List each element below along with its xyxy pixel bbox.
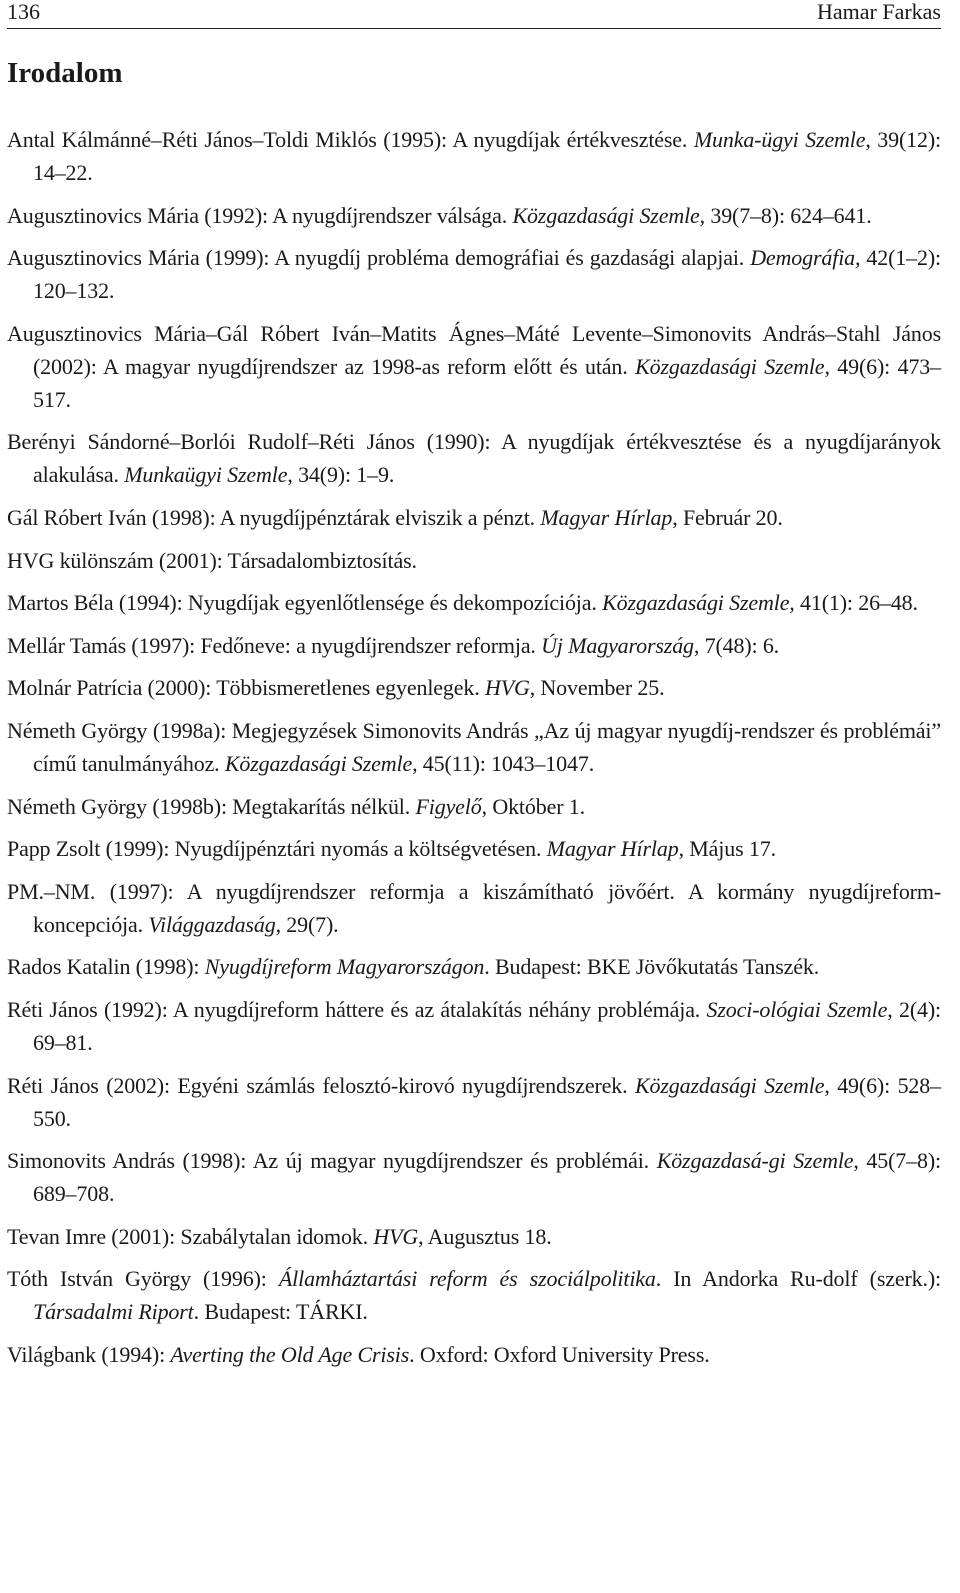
reference-entry [7,1144,941,1210]
reference-text: Tevan Imre (2001): Szabálytalan idomok. [7,1223,374,1249]
reference-source: Államháztartási reform és szociálpolitika [278,1266,656,1292]
reference-entry [7,993,941,1059]
reference-text: 39(7–8): 624–641. [705,202,872,228]
reference-text: PM.–NM. (1997): A nyugdíjrendszer reformja a kiszámítható jövőért. A kormány nyugdíjreform-koncepciója. [7,878,941,937]
reference-entry [7,199,941,232]
reference-text: . Budapest: BKE Jövőkutatás Tanszék. [484,954,820,980]
reference-entry [7,1220,941,1253]
reference-text: . In Andorka Ru-dolf (szerk.): [655,1266,941,1292]
reference-text: , Február 20. [672,504,783,530]
reference-entry [7,241,941,307]
reference-text: . Budapest: TÁRKI. [193,1299,368,1325]
reference-text: Réti János (1992): A nyugdíjreform háttere és az átalakítás néhány problémája. [7,996,707,1022]
reference-source: Averting the Old Age Crisis [170,1341,410,1367]
reference-source: Magyar Hírlap [546,836,679,862]
reference-text: , 49(6): 528–550. [33,1072,941,1131]
reference-entry [7,832,941,865]
reference-text: , Május 17. [678,836,776,862]
reference-text: Martos Béla (1994): Nyugdíjak egyenlőtlensége és dekompozíciója. [7,590,603,616]
reference-source: Közgazdasá-gi Szemle [656,1148,854,1174]
reference-entry [7,1338,941,1371]
reference-text: Simonovits András (1998): Az új magyar nyugdíjrendszer és problémái. [7,1148,657,1174]
reference-entry [7,425,941,491]
reference-text: Augusztinovics Mária–Gál Róbert Iván–Matits Ágnes–Máté Levente–Simonovits András–Stahl János (2002): A magyar nyugdíjrendszer az 1998-as reform előtt és után. [7,320,941,379]
reference-entry [7,790,941,823]
reference-source: Közgazdasági Szemle [635,353,825,379]
reference-source: Figyelő [415,793,482,819]
reference-source: Szoci-ológiai Szemle [706,996,888,1022]
reference-list [7,123,941,1380]
reference-text: Molnár Patrícia (2000): Többismeretlenes egyenlegek. [7,675,485,701]
reference-text: 41(1): 26–48. [794,590,918,616]
reference-entry [7,875,941,941]
reference-text: Németh György (1998a): Megjegyzések Simonovits András „Az új magyar nyugdíj-rendszer és problémái” című tanulmányához. [7,717,941,776]
reference-source: Közgazdasági Szemle, [602,590,795,616]
reference-text: HVG különszám (2001): Társadalombiztosítás. [7,547,417,573]
reference-text: , 29(7). [275,911,339,937]
reference-source: HVG [373,1223,419,1249]
reference-entry [7,317,941,416]
reference-text: , Október 1. [481,793,585,819]
reference-text: , November 25. [529,675,665,701]
reference-source: Új Magyarország, [541,632,700,658]
running-header-author: Hamar Farkas [816,0,941,24]
reference-entry [7,123,941,189]
reference-source: HVG [484,675,530,701]
reference-entry [7,544,941,577]
reference-entry [7,629,941,662]
reference-text: 7(48): 6. [699,632,780,658]
reference-text: , 49(6): 473–517. [33,353,941,412]
reference-text: . Oxford: Oxford University Press. [409,1341,710,1367]
reference-text: , 39(12): 14–22. [33,127,941,185]
reference-text: Papp Zsolt (1999): Nyugdíjpénztári nyomás a költségvetésen. [7,836,547,862]
reference-text: Rados Katalin (1998): [7,954,205,980]
reference-source: Munkaügyi Szemle [124,462,288,488]
page-number: 136 [7,0,40,24]
reference-source: Közgazdasági Szemle [634,1072,825,1098]
reference-source: Nyugdíjreform Magyarországon [204,954,485,980]
reference-source: Világgazdaság [148,911,276,937]
reference-text: Réti János (2002): Egyéni számlás felosztó-kirovó nyugdíjrendszerek. [7,1072,635,1098]
reference-text: , 34(9): 1–9. [287,462,395,488]
running-header [7,0,941,29]
reference-text: , 2(4): 69–81. [33,996,941,1055]
reference-source: Közgazdasági Szemle [224,750,413,776]
reference-text: Antal Kálmánné–Réti János–Toldi Miklós (1995): A nyugdíjak értékvesztése. [7,127,694,152]
reference-text: Németh György (1998b): Megtakarítás nélkül. [7,793,416,819]
reference-text: Mellár Tamás (1997): Fedőneve: a nyugdíjrendszer reformja. [7,632,542,658]
reference-text: Augusztinovics Mária (1992): A nyugdíjrendszer válsága. [7,202,513,228]
reference-entry [7,671,941,704]
reference-text: , 45(7–8): 689–708. [33,1148,941,1207]
reference-entry [7,950,941,983]
reference-entry [7,1262,941,1328]
reference-text: , 45(11): 1043–1047. [412,750,595,776]
reference-entry [7,1069,941,1135]
reference-text: Tóth István György (1996): [7,1266,279,1292]
reference-text: Augusztinovics Mária (1999): A nyugdíj probléma demográfiai és gazdasági alapjai. [7,245,751,271]
reference-text: Berényi Sándorné–Borlói Rudolf–Réti János (1990): A nyugdíjak értékvesztése és a nyugdíjarányok alakulása. [7,429,941,488]
reference-text: Világbank (1994): [7,1341,171,1367]
reference-entry [7,586,941,619]
reference-text: , Augusztus 18. [418,1223,552,1249]
reference-source: Munka-ügyi Szemle [693,127,866,152]
section-title: Irodalom [7,57,123,89]
reference-entry [7,714,941,780]
reference-source: Társadalmi Riport [33,1299,194,1325]
reference-source: Demográfia, [750,245,861,271]
reference-text: Gál Róbert Iván (1998): A nyugdíjpénztárak elviszik a pénzt. [7,504,541,530]
reference-source: Magyar Hírlap [540,504,673,530]
reference-entry [7,501,941,534]
reference-text: 42(1–2): 120–132. [33,245,941,304]
reference-source: Közgazdasági Szemle, [512,202,705,228]
